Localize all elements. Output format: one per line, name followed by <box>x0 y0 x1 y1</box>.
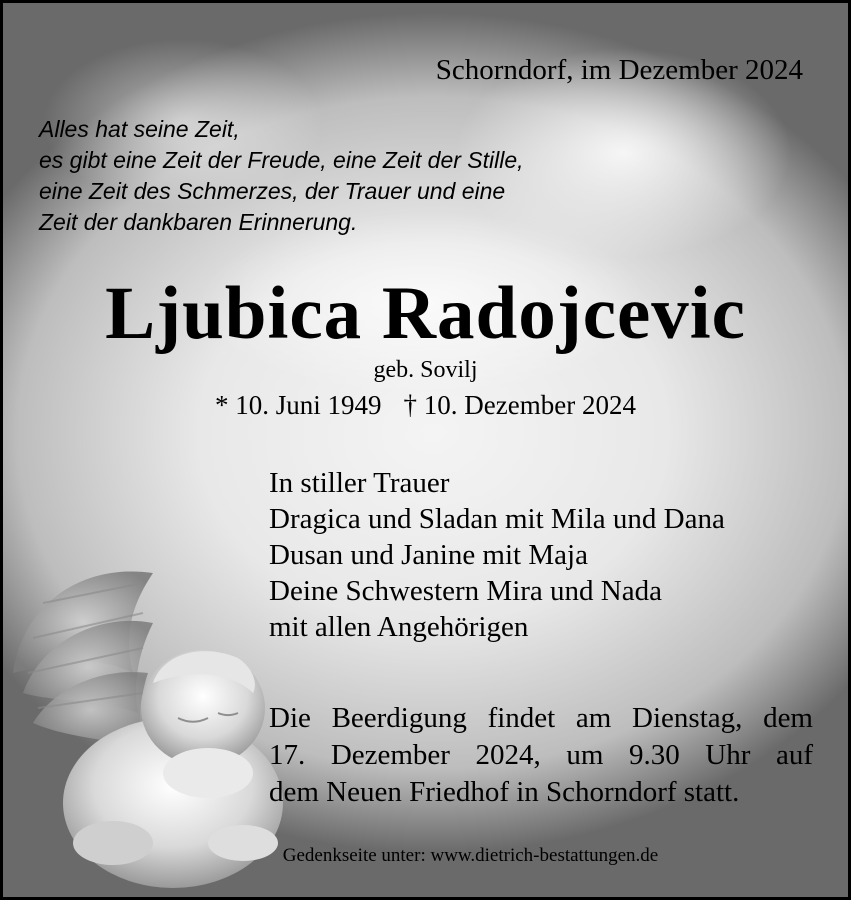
mourner-line: In stiller Trauer <box>269 467 450 499</box>
mourner-line: Dragica und Sladan mit Mila und Dana <box>269 503 725 535</box>
maiden-name: geb. Sovilj <box>373 357 478 383</box>
place-date: Schorndorf, im Dezember 2024 <box>435 54 803 86</box>
mourner-line: mit allen Angehörigen <box>269 611 529 643</box>
deceased-name: Ljubica Radojcevic <box>105 272 746 355</box>
quote-line: Zeit der dankbaren Erinnerung. <box>39 209 358 235</box>
mourner-line: Deine Schwestern Mira und Nada <box>269 575 662 607</box>
mourner-line: Dusan und Janine mit Maja <box>269 539 588 571</box>
funeral-line: 17. Dezember 2024, um 9.30 Uhr auf <box>269 739 813 771</box>
angel-wings <box>13 571 153 748</box>
mourners-list <box>269 465 725 645</box>
quote-line: es gibt eine Zeit der Freude, eine Zeit der Stille, <box>39 147 524 173</box>
funeral-line: dem Neuen Friedhof in Schorndorf statt. <box>269 776 740 808</box>
funeral-line: Die Beerdigung findet am Dienstag, dem <box>269 702 813 734</box>
memorial-page-link[interactable]: Gedenkseite unter: www.dietrich-bestattungen.de <box>282 845 659 866</box>
quote-line: Alles hat seine Zeit, <box>39 116 240 142</box>
quote <box>39 114 639 238</box>
funeral-info <box>269 700 813 811</box>
death-date: † 10. Dezember 2024 <box>403 390 636 420</box>
quote-line: eine Zeit des Schmerzes, der Trauer und eine <box>39 178 506 204</box>
birth-date: * 10. Juni 1949 <box>215 390 382 420</box>
life-dates <box>3 388 848 422</box>
